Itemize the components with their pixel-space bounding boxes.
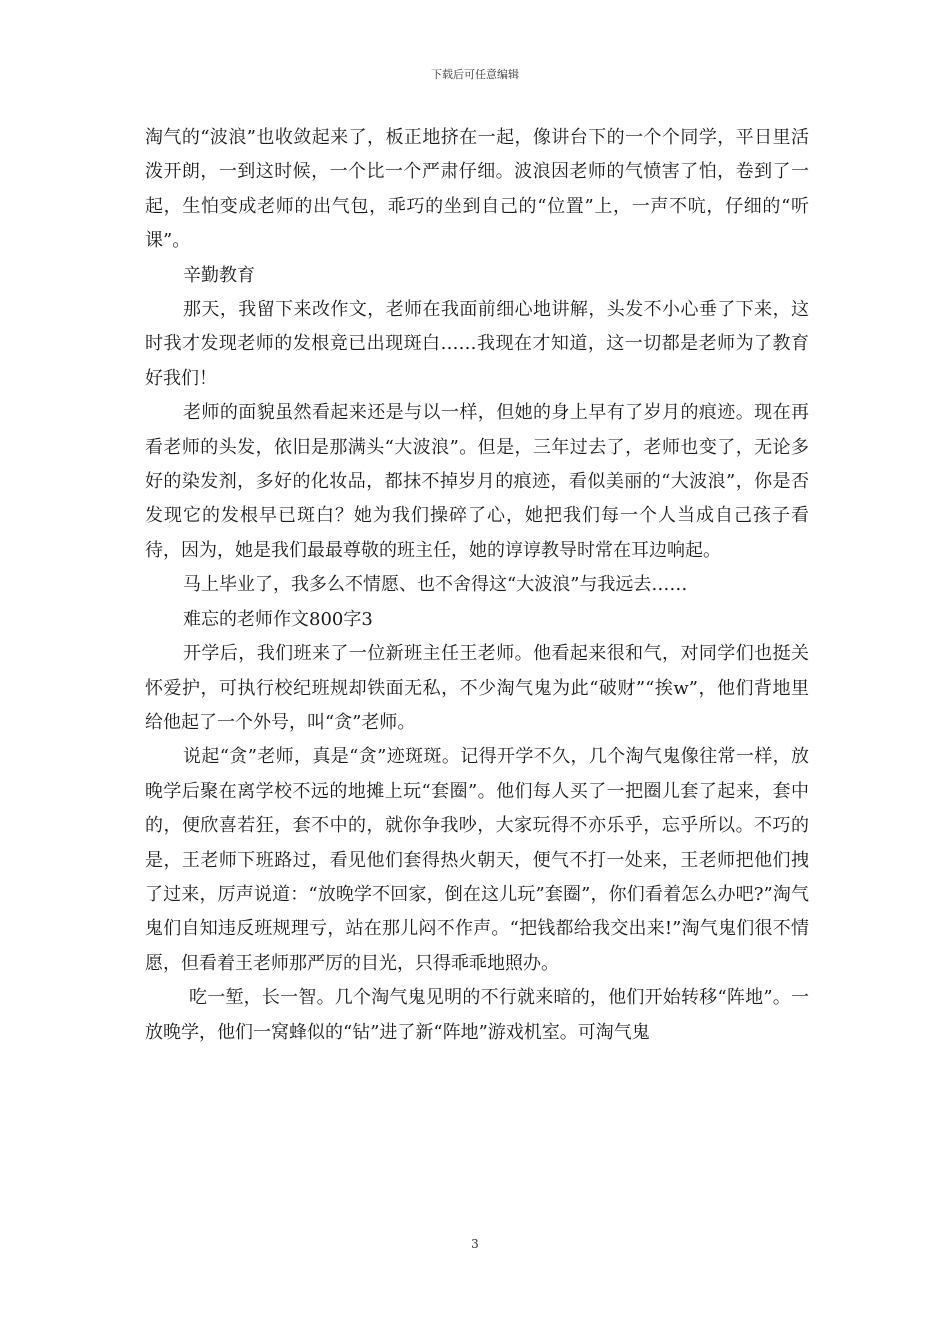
paragraph: 说起“贪”老师，真是“贪”迹斑斑。记得开学不久，几个淘气鬼像往常一样，放晚学后聚在离学校不远的地摊上玩“套圈”。他们每人买了一把圈儿套了起来，套中的，便欣喜若狂，套不中的，就你争我吵，大家玩得不亦乐乎，忘乎所以。不巧的是，王老师下班路过，看见他们套得热火朝天，便气不打一处来，王老师把他们拽了过来，厉声说道：“放晚学不回家，倒在这儿玩”套圈”，你们看着怎么办吧?”淘气鬼们自知违反班规理亏，站在那儿闷不作声。“把钱都给我交出来!”淘气鬼们很不情愿，但看着王老师那严厉的目光，只得乖乖地照办。 <box>145 746 809 974</box>
essay-title: 难忘的老师作文800字3 <box>183 608 373 630</box>
paragraph: 吃一堑，长一智。几个淘气鬼见明的不行就来暗的，他们开始转移“阵地”。一放晚学，他们一窝蜂似的“钻”进了新“阵地”游戏机室。可淘气鬼 <box>145 987 809 1043</box>
paragraph: 那天，我留下来改作文，老师在我面前细心地讲解，头发不小心垂了下来，这时我才发现老师的发根竟已出现斑白……我现在才知道，这一切都是老师为了教育好我们！ <box>145 299 809 389</box>
document-body <box>145 121 809 1050</box>
paragraph-continuation: 淘气的“波浪”也收敛起来了，板正地挤在一起，像讲台下的一个个同学，平日里活泼开朗，一到这时候，一个比一个严肃仔细。波浪因老师的气愤害了怕，卷到了一起，生怕变成老师的出气包，乖巧的坐到自己的“位置”上，一声不吭，仔细的“听课”。 <box>145 127 809 252</box>
section-heading-xinqin-jiaoyu: 辛勤教育 <box>183 264 255 286</box>
paragraph: 马上毕业了，我多么不情愿、也不舍得这“大波浪”与我远去…… <box>183 574 688 596</box>
paragraph: 老师的面貌虽然看起来还是与以一样，但她的身上早有了岁月的痕迹。现在再看老师的头发，依旧是那满头“大波浪”。但是，三年过去了，老师也变了，无论多好的染发剂，多好的化妆品，都抹不掉岁月的痕迹，看似美丽的“大波浪”，你是否发现它的发根早已斑白？她为我们操碎了心，她把我们每一个人当成自己孩子看待，因为，她是我们最最尊敬的班主任，她的谆谆教导时常在耳边响起。 <box>145 402 809 561</box>
page-number: 3 <box>471 1237 479 1251</box>
paragraph: 开学后，我们班来了一位新班主任王老师。他看起来很和气，对同学们也挺关怀爱护，可执行校纪班规却铁面无私，不少淘气鬼为此“破财”“挨w”，他们背地里给他起了一个外号，叫“贪”老师。 <box>145 643 809 733</box>
page-header: 下载后可任意编辑 <box>431 68 519 81</box>
